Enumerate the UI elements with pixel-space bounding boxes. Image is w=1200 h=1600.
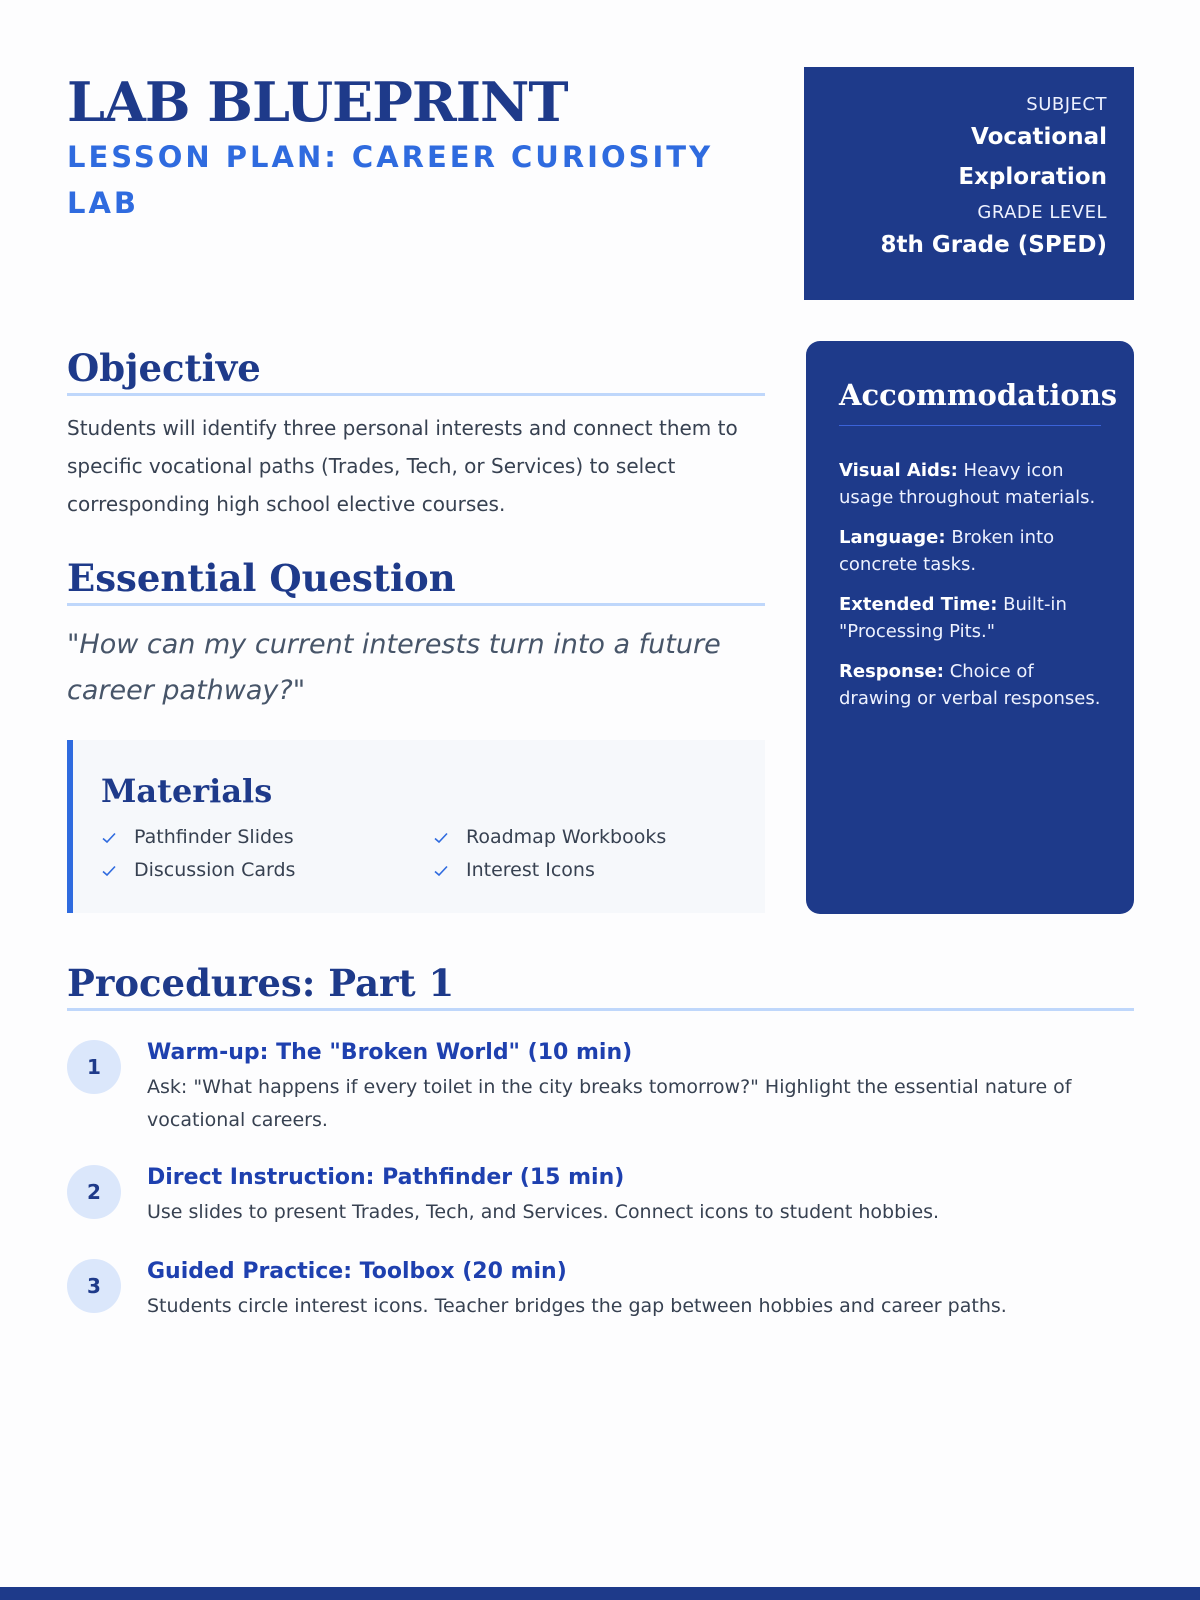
subject-value: Vocational Exploration (958, 124, 1107, 190)
accommodation-label: Visual Aids: (839, 460, 958, 481)
accommodation-label: Extended Time: (839, 594, 998, 615)
accommodation-item (839, 457, 1101, 511)
lesson-meta-box (804, 67, 1134, 300)
step-number-badge: 1 (67, 1040, 121, 1094)
material-item-label: Pathfinder Slides (134, 826, 294, 848)
essential-question-quote: "How can my current interests turn into a future career pathway?" (67, 629, 721, 706)
material-item-label: Interest Icons (466, 859, 595, 881)
page-subtitle: LESSON PLAN: CAREER CURIOSITY LAB (67, 140, 714, 220)
accommodation-item (839, 524, 1101, 578)
accommodation-text: Built-in "Processing Pits." (839, 594, 1067, 642)
materials-list (101, 824, 765, 884)
accommodation-text: Heavy icon usage throughout materials. (839, 460, 1096, 508)
materials-panel (67, 740, 765, 913)
grade-level-value: 8th Grade (SPED) (880, 232, 1107, 258)
step-title: Warm-up: The "Broken World" (10 min) (147, 1040, 633, 1065)
step-description: Students circle interest icons. Teacher bridges the gap between hobbies and career paths. (147, 1295, 1007, 1317)
step-description: Use slides to present Trades, Tech, and Services. Connect icons to student hobbies. (147, 1201, 940, 1223)
step-description: Ask: "What happens if every toilet in the city breaks tomorrow?" Highlight the essential nature of vocational careers. (147, 1076, 1072, 1131)
accommodation-label: Response: (839, 661, 944, 682)
material-item (433, 857, 733, 884)
footer-bar (0, 1587, 1200, 1600)
check-icon (101, 830, 117, 846)
accommodation-text: Choice of drawing or verbal responses. (839, 661, 1101, 709)
grade-level-label: GRADE LEVEL (977, 202, 1107, 223)
accommodations-panel (806, 341, 1134, 914)
accommodation-item (839, 591, 1101, 645)
subject-label: SUBJECT (1026, 94, 1107, 115)
procedures-heading: Procedures: Part 1 (67, 961, 1134, 1011)
accommodation-label: Language: (839, 527, 946, 548)
step-number-badge: 2 (67, 1165, 121, 1219)
material-item (433, 824, 733, 851)
page-title: LAB BLUEPRINT (67, 70, 568, 134)
material-item (101, 824, 433, 851)
materials-heading: Materials (101, 772, 273, 810)
check-icon (433, 863, 449, 879)
objective-heading: Objective (67, 346, 765, 396)
material-item-label: Discussion Cards (134, 859, 296, 881)
material-item (101, 857, 433, 884)
accommodation-text: Broken into concrete tasks. (839, 527, 1055, 575)
objective-text: Students will identify three personal interests and connect them to specific vocational paths (Trades, Tech, or Services) to select corresponding high school elective courses. (67, 416, 738, 516)
step-title: Direct Instruction: Pathfinder (15 min) (147, 1165, 625, 1190)
check-icon (101, 863, 117, 879)
accommodations-heading: Accommodations (839, 375, 1101, 426)
step-number-badge: 3 (67, 1259, 121, 1313)
accommodations-list (839, 457, 1101, 712)
accommodation-item (839, 658, 1101, 712)
step-title: Guided Practice: Toolbox (20 min) (147, 1259, 567, 1284)
check-icon (433, 830, 449, 846)
essential-question-heading: Essential Question (67, 556, 765, 606)
material-item-label: Roadmap Workbooks (466, 826, 667, 848)
